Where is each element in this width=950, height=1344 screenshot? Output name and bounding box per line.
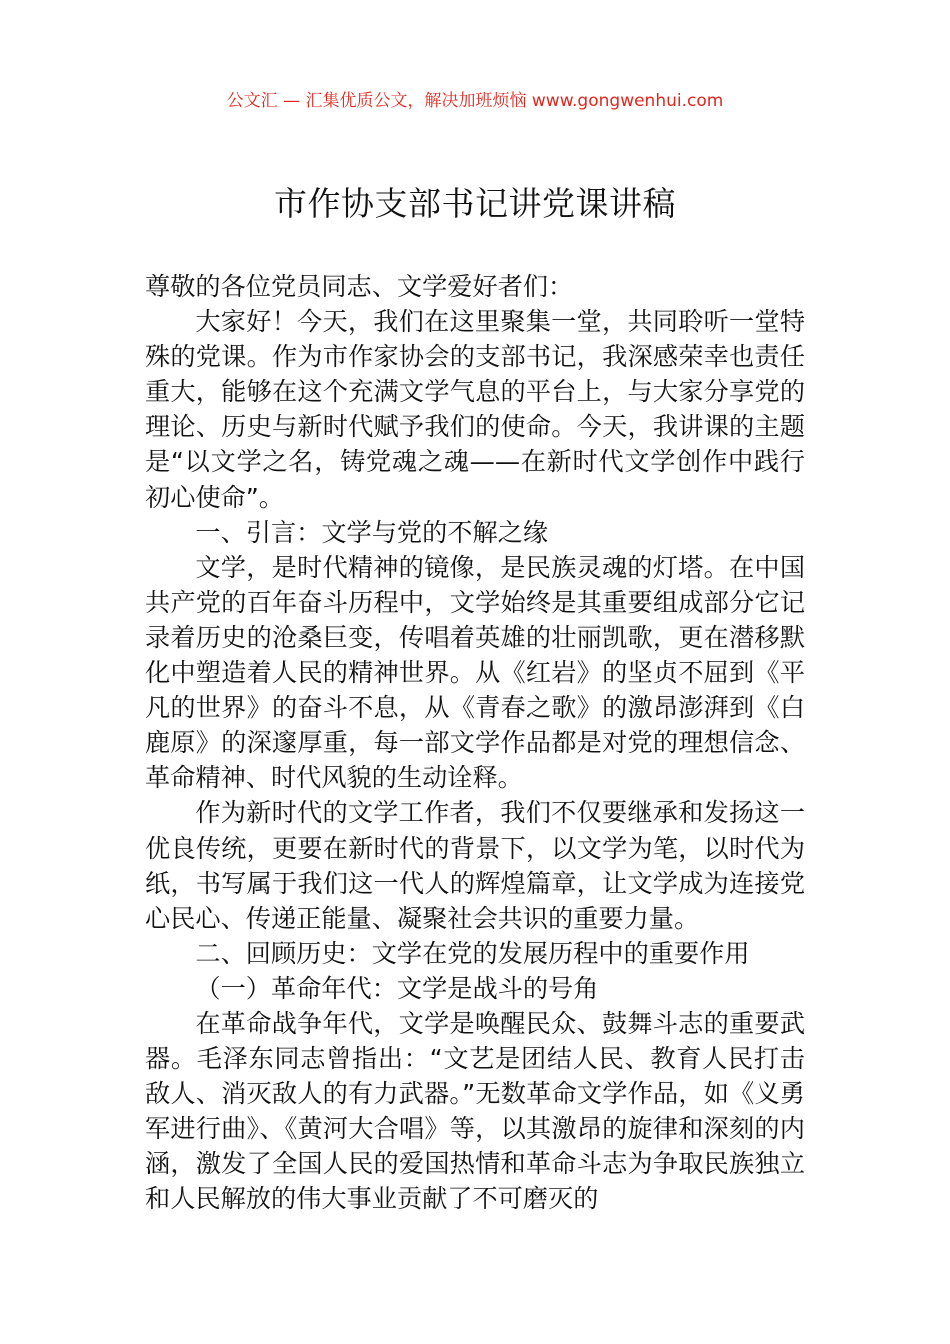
paragraph-revolution: 在革命战争年代，文学是唤醒民众、鼓舞斗志的重要武器。毛泽东同志曾指出：“文艺是团结人民、教育人民打击敌人、消灭敌人的有力武器。”无数革命文学作品，如《义勇军进行曲》、《黄河大合唱》等，以其激昂的旋律和深刻的内涵，激发了全国人民的爱国热情和革命斗志为争取民族独立和人民解放的伟大事业贡献了不可磨灭的 [145, 1008, 805, 1214]
header-banner: 公文汇 — 汇集优质公文，解决加班烦恼 www.gongwenhui.com [226, 91, 724, 111]
paragraph-intro: 大家好！今天，我们在这里聚集一堂，共同聆听一堂特殊的党课。作为市作家协会的支部书记，我深感荣幸也责任重大，能够在这个充满文学气息的平台上，与大家分享党的理论、历史与新时代赋予我们的使命。今天，我讲课的主题是“以文学之名，铸党魂之魂——在新时代文学创作中践行初心使命”。 [145, 307, 805, 512]
salutation: 尊敬的各位党员同志、文学爱好者们： [145, 272, 574, 301]
document-body [145, 269, 805, 1217]
section-heading-1: 一、引言：文学与党的不解之缘 [195, 517, 549, 547]
subsection-heading-1: （一）革命年代：文学是战斗的号角 [195, 973, 599, 1003]
section-heading-2: 二、回顾历史：文学在党的发展历程中的重要作用 [195, 938, 750, 968]
document-title: 市作协支部书记讲党课讲稿 [274, 184, 676, 223]
paragraph-literature: 文学，是时代精神的镜像，是民族灵魂的灯塔。在中国共产党的百年奋斗历程中，文学始终是其重要组成部分它记录着历史的沧桑巨变，传唱着英雄的壮丽凯歌，更在潜移默化中塑造着人民的精神世界。从《红岩》的坚贞不屈到《平凡的世界》的奋斗不息，从《青春之歌》的激昂澎湃到《白鹿原》的深邃厚重，每一部文学作品都是对党的理想信念、革命精神、时代风貌的生动诠释。 [145, 552, 805, 793]
paragraph-new-era: 作为新时代的文学工作者，我们不仅要继承和发扬这一优良传统，更要在新时代的背景下，以文学为笔，以时代为纸，书写属于我们这一代人的辉煌篇章，让文学成为连接党心民心、传递正能量、凝聚社会共识的重要力量。 [145, 798, 805, 933]
